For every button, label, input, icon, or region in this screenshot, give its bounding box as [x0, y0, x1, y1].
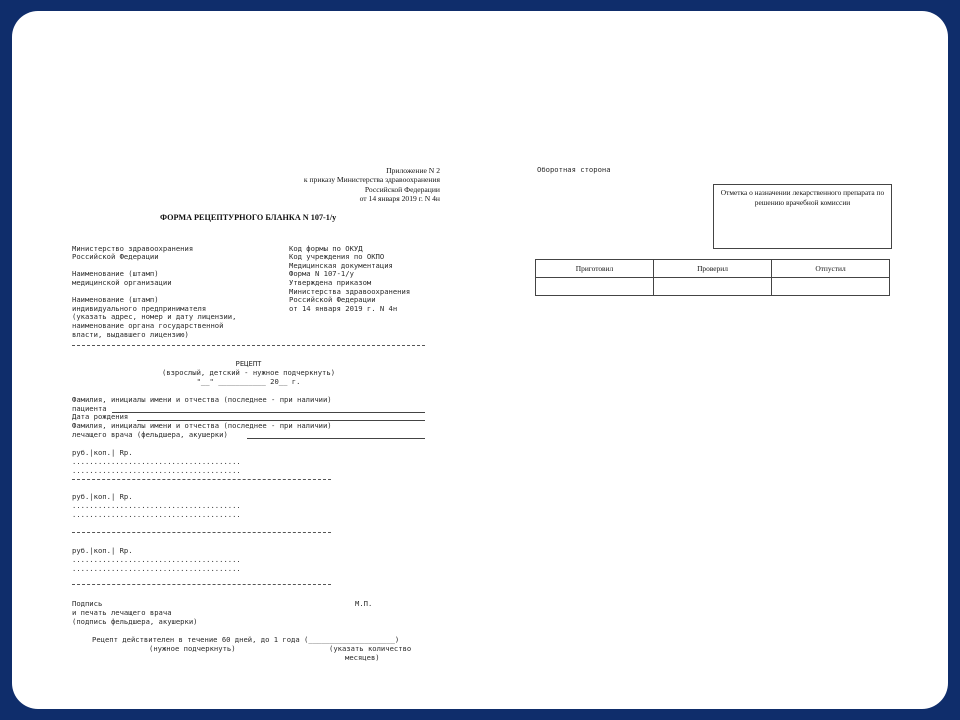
rx-dots: .......................................	[72, 466, 241, 475]
column-dispensed: Отпустил	[772, 260, 890, 278]
commission-note: Отметка о назначении лекарственного препарата по решению врачебной комиссии	[720, 188, 885, 207]
separator-line	[72, 532, 331, 533]
rx-dots: .......................................	[72, 564, 241, 573]
header-right-line: Форма N 107-1/у	[289, 269, 354, 279]
birth-date-label: Дата рождения	[72, 412, 129, 421]
header-right-line: Код учреждения по ОКПО	[289, 252, 385, 262]
header-right-block	[289, 236, 410, 322]
doctor-word: лечащего врача (фельдшера, акушерки)	[72, 430, 228, 439]
table-cell[interactable]	[654, 278, 772, 296]
recipe-subtitle: (взрослый, детский - нужное подчеркнуть)	[161, 368, 336, 377]
form-title: ФОРМА РЕЦЕПТУРНОГО БЛАНКА N 107-1/у	[160, 213, 337, 222]
patient-name-field[interactable]	[112, 412, 425, 413]
header-left-line: индивидуального предпринимателя	[72, 303, 207, 313]
back-side-label: Оборотная сторона	[537, 165, 611, 174]
validity-note: (нужное подчеркнуть)	[149, 644, 236, 653]
appendix-line: Российской Федерации	[364, 184, 440, 194]
recipe-title: РЕЦЕПТ	[235, 359, 262, 368]
table-header-row	[536, 260, 890, 278]
doctor-name-field[interactable]	[247, 438, 425, 439]
separator-line	[72, 584, 331, 585]
rx-header: руб.|коп.| Rp.	[72, 492, 133, 501]
signature-label: и печать лечащего врача	[72, 608, 172, 617]
rx-header: руб.|коп.| Rp.	[72, 448, 133, 457]
patient-name-label: Фамилия, инициалы имени и отчества (последнее - при наличии)	[72, 395, 332, 404]
header-right-line: Министерства здравоохранения	[289, 286, 411, 296]
validity-text: Рецепт действителен в течение 60 дней, до 1 года (____________________)	[92, 635, 400, 644]
appendix-block	[270, 166, 440, 204]
signature-label: (подпись фельдшера, акушерки)	[72, 617, 198, 626]
dispense-table	[535, 259, 890, 296]
header-left-line: Наименование (штамп)	[72, 295, 159, 305]
rx-header: руб.|коп.| Rp.	[72, 546, 133, 555]
header-right-line: Код формы по ОКУД	[289, 243, 363, 253]
header-left-line: Наименование (штамп)	[72, 269, 159, 279]
appendix-line: к приказу Министерства здравоохранения	[303, 175, 440, 185]
appendix-line: Приложение N 2	[386, 166, 440, 175]
commission-box	[713, 184, 892, 249]
header-left-line: (указать адрес, номер и дату лицензии,	[72, 312, 237, 322]
header-right-line: Утверждена приказом	[289, 277, 372, 287]
rx-dots: .......................................	[72, 555, 241, 564]
patient-word: пациента	[72, 404, 107, 413]
table-row	[536, 278, 890, 296]
rx-dots: .......................................	[72, 457, 241, 466]
header-right-line: Российской Федерации	[289, 295, 376, 305]
table-cell[interactable]	[536, 278, 654, 296]
header-left-line: наименование органа государственной	[72, 320, 224, 330]
header-left-block	[72, 236, 236, 348]
signature-label: Подпись	[72, 599, 103, 608]
appendix-line: от 14 января 2019 г. N 4н	[359, 194, 440, 204]
header-right-line: от 14 января 2019 г. N 4н	[289, 303, 398, 313]
header-left-line: власти, выдавшего лицензию)	[72, 329, 189, 339]
validity-note: (указать количество	[329, 644, 412, 653]
separator-line	[72, 479, 331, 480]
header-left-line: медицинской организации	[72, 277, 172, 287]
doctor-name-label: Фамилия, инициалы имени и отчества (последнее - при наличии)	[72, 421, 332, 430]
validity-note: месяцев)	[345, 653, 380, 662]
column-prepared: Приготовил	[536, 260, 654, 278]
stamp-label: М.П.	[355, 599, 373, 608]
table-cell[interactable]	[772, 278, 890, 296]
rx-dots: .......................................	[72, 501, 241, 510]
recipe-date-line: "__" ___________ 20__ г.	[196, 377, 301, 386]
rx-dots: .......................................	[72, 510, 241, 519]
header-left-line: Министерство здравоохранения	[72, 243, 194, 253]
separator-line	[72, 345, 425, 346]
column-checked: Проверил	[654, 260, 772, 278]
header-right-line: Медицинская документация	[289, 260, 393, 270]
header-left-line: Российской Федерации	[72, 252, 159, 262]
